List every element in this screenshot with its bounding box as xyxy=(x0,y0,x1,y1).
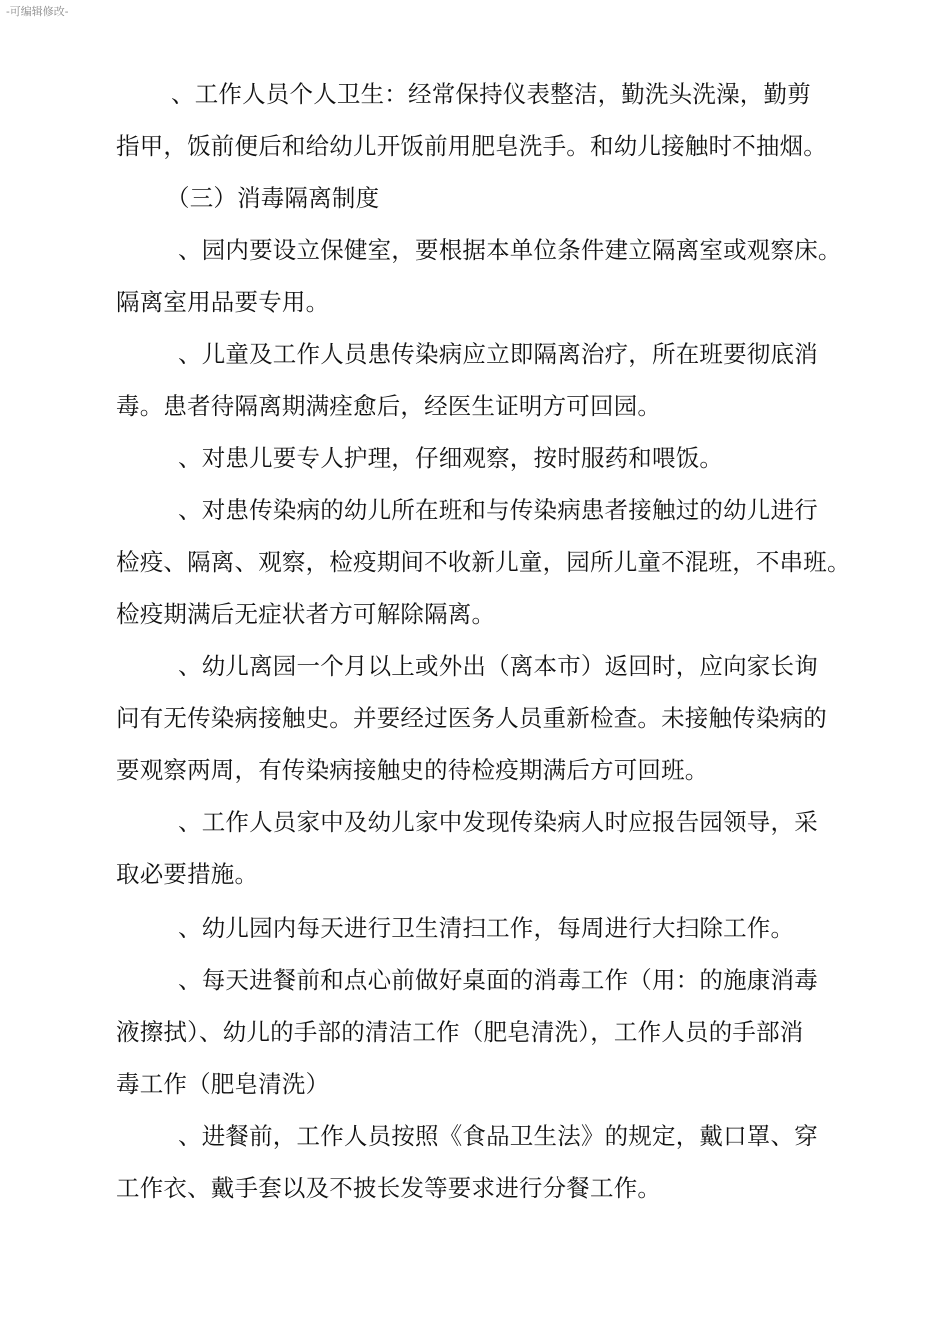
paragraph-line: 、工作人员个人卫生：经常保持仪表整洁，勤洗头洗澡，勤剪 xyxy=(171,80,811,108)
watermark-label: -可编辑修改- xyxy=(6,5,69,18)
paragraph-line: 毒。患者待隔离期满痊愈后，经医生证明方可回园。 xyxy=(116,392,662,420)
section-heading: （三）消毒隔离制度 xyxy=(166,184,380,212)
paragraph-line: 问有无传染病接触史。并要经过医务人员重新检查。未接触传染病的 xyxy=(116,704,827,732)
paragraph-line: 指甲，饭前便后和给幼儿开饭前用肥皂洗手。和幼儿接触时不抽烟。 xyxy=(116,132,827,160)
paragraph-line: 、每天进餐前和点心前做好桌面的消毒工作（用：的施康消毒 xyxy=(178,966,818,994)
paragraph-line: 、对患传染病的幼儿所在班和与传染病患者接触过的幼儿进行 xyxy=(178,496,818,524)
paragraph-line: 检疫期满后无症状者方可解除隔离。 xyxy=(116,600,496,628)
paragraph-line: 工作衣、戴手套以及不披长发等要求进行分餐工作。 xyxy=(116,1174,662,1202)
paragraph-line: 、幼儿园内每天进行卫生清扫工作，每周进行大扫除工作。 xyxy=(178,914,795,942)
paragraph-line: 隔离室用品要专用。 xyxy=(116,288,330,316)
paragraph-line: 、园内要设立保健室，要根据本单位条件建立隔离室或观察床。 xyxy=(178,236,842,264)
paragraph-line: 、对患儿要专人护理，仔细观察，按时服药和喂饭。 xyxy=(178,444,724,472)
paragraph-line: 检疫、隔离、观察，检疫期间不收新儿童，园所儿童不混班，不串班。 xyxy=(116,548,851,576)
paragraph-line: 液擦拭）、幼儿的手部的清洁工作（肥皂清洗），工作人员的手部消 xyxy=(116,1018,804,1046)
paragraph-line: 、进餐前，工作人员按照《食品卫生法》的规定，戴口罩、穿 xyxy=(178,1122,818,1150)
paragraph-line: 、幼儿离园一个月以上或外出（离本市）返回时，应向家长询 xyxy=(178,652,818,680)
paragraph-line: 取必要措施。 xyxy=(116,860,259,888)
paragraph-line: 、工作人员家中及幼儿家中发现传染病人时应报告园领导，采 xyxy=(178,808,818,836)
paragraph-line: 要观察两周，有传染病接触史的待检疫期满后方可回班。 xyxy=(116,756,709,784)
paragraph-line: 、儿童及工作人员患传染病应立即隔离治疗，所在班要彻底消 xyxy=(178,340,818,368)
paragraph-line: 毒工作（肥皂清洗） xyxy=(116,1070,330,1098)
